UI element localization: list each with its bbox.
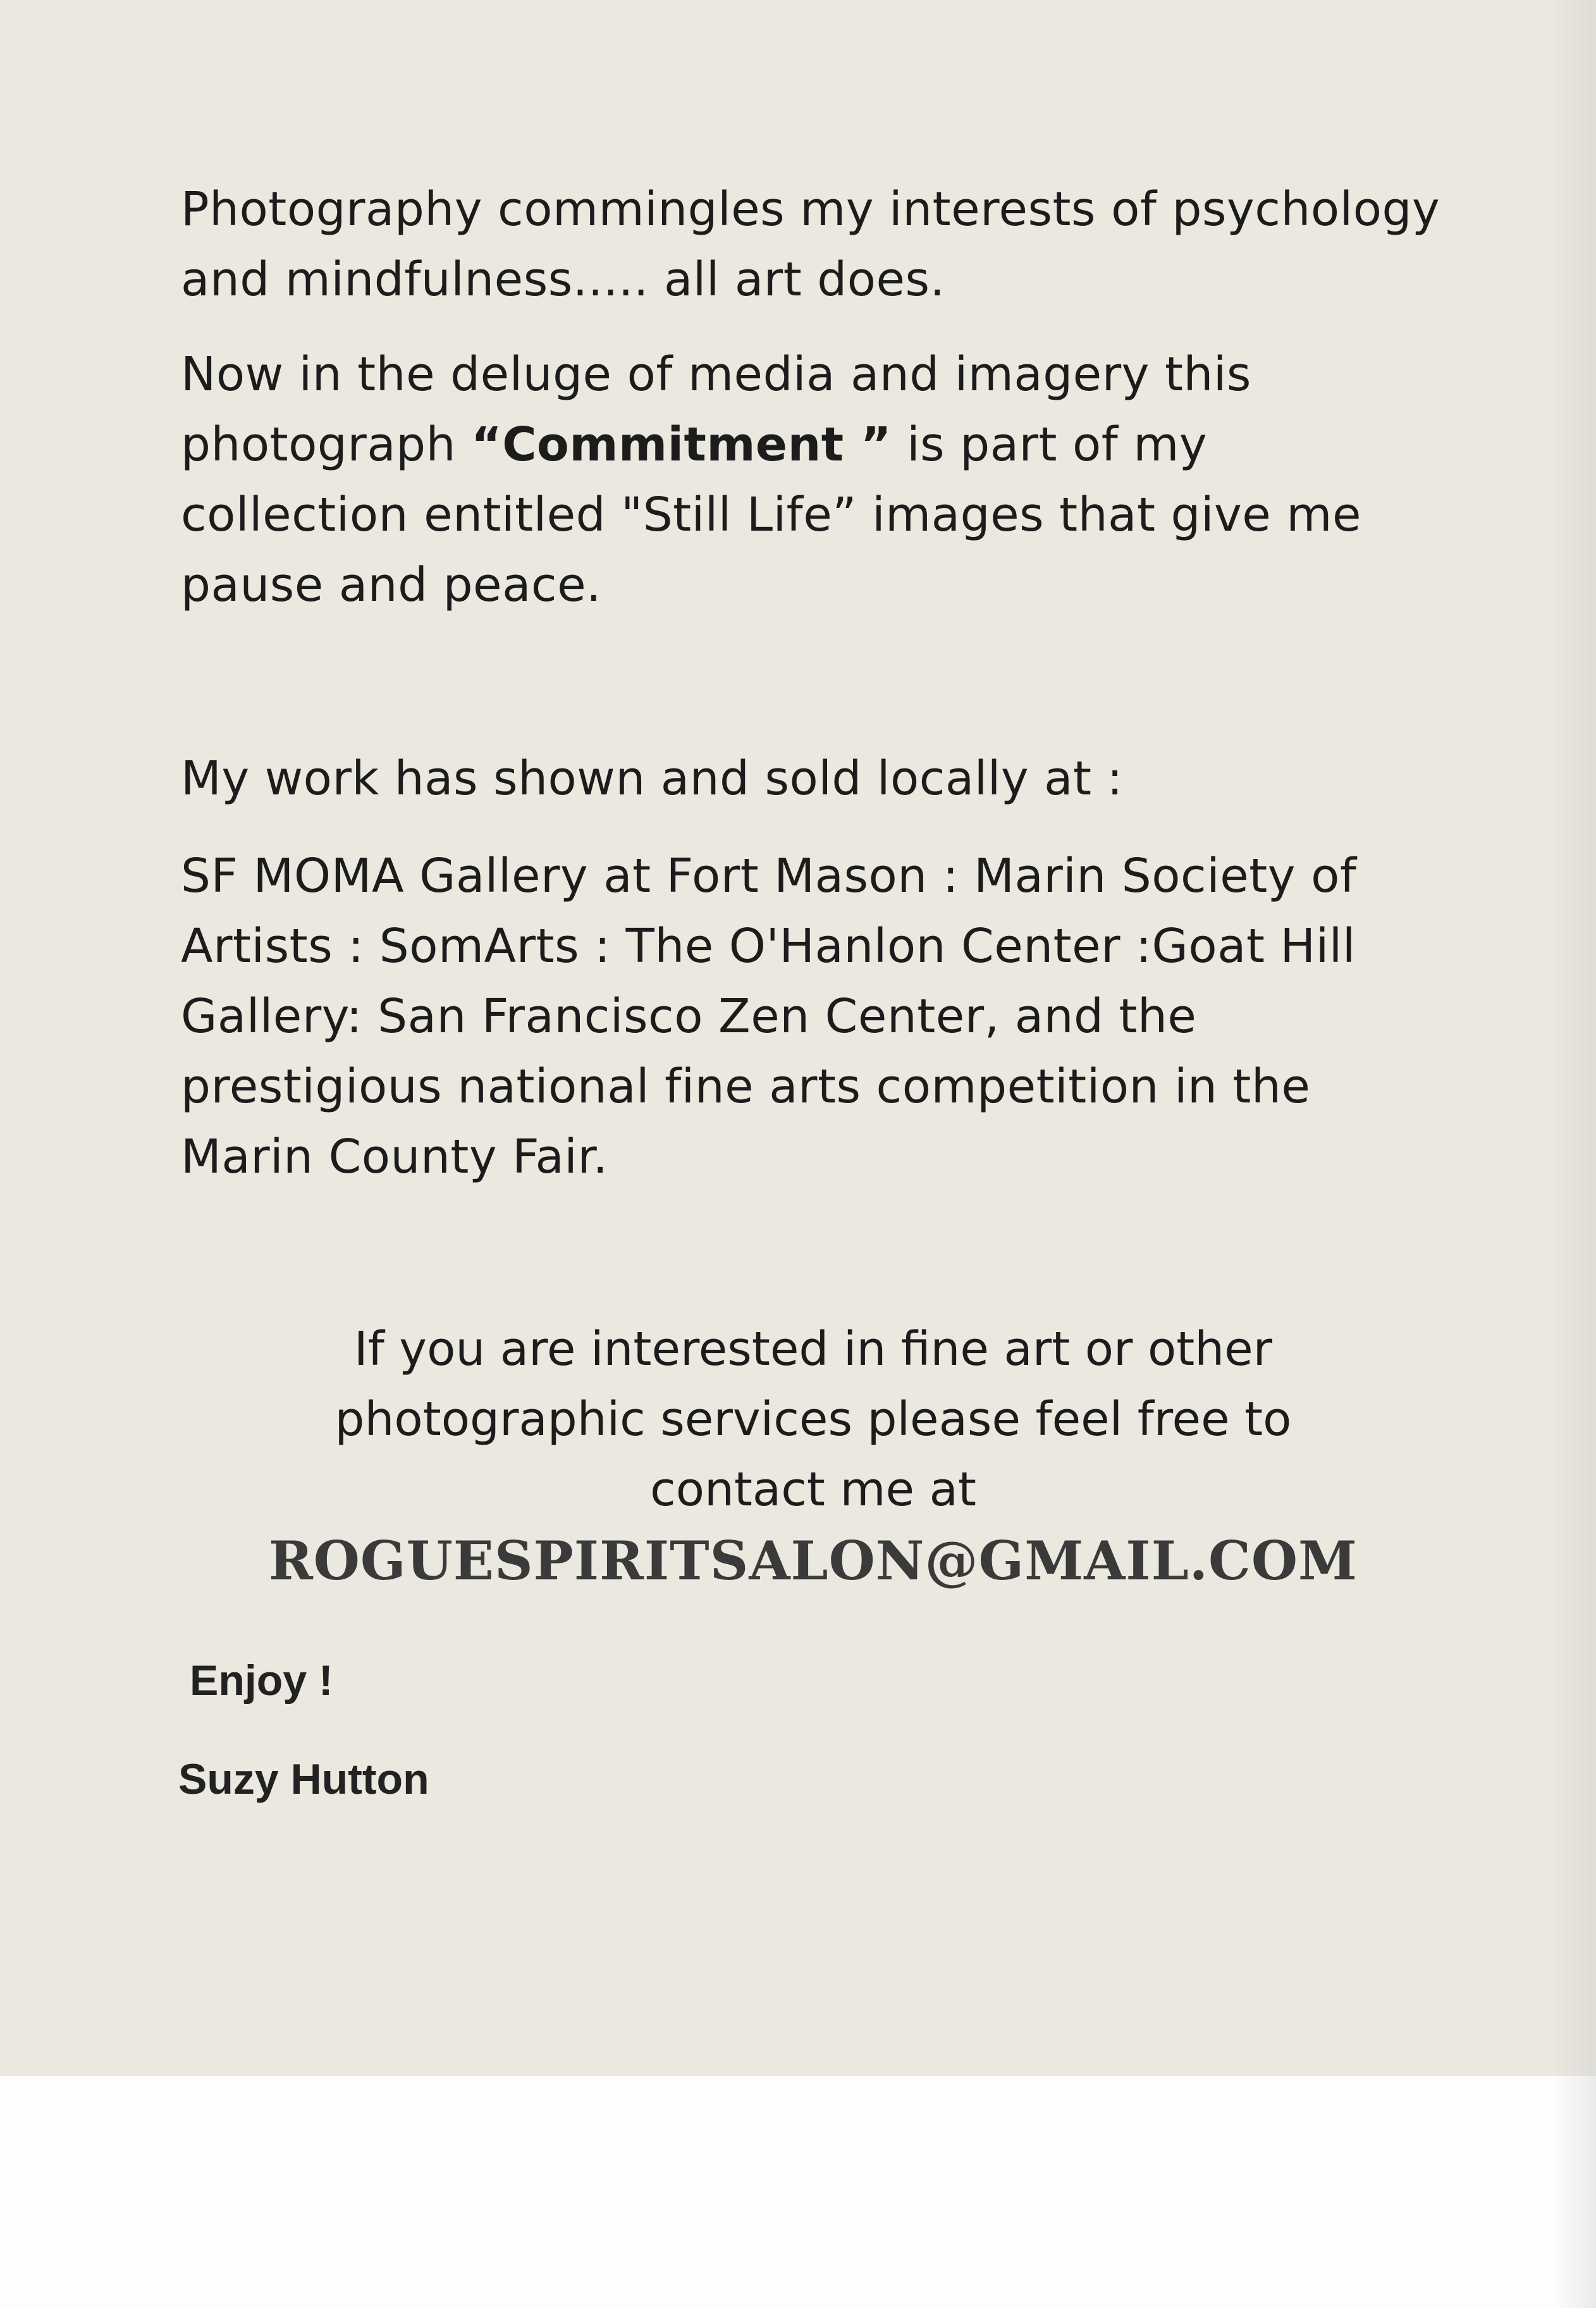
- photo-title: “Commitment ”: [471, 417, 892, 472]
- collection-text-before: Now in the deluge of media and imagery this photograph: [181, 347, 1251, 472]
- intro-paragraph: Photography commingles my interests of psychology and mindfulness..... all art does.: [181, 182, 1440, 307]
- enjoy-text: Enjoy !: [190, 1657, 333, 1705]
- contact-email: ROGUESPIRITSALON@GMAIL.COM: [268, 1529, 1358, 1592]
- exhibitions-list: SF MOMA Gallery at Fort Mason : Marin Society of Artists : SomArts : The O'Hanlon Center :Goat Hill Gallery: San Francisco Zen Center, and the prestigious national fine arts competition in the Marin County Fair.: [181, 849, 1357, 1184]
- collection-text-after: is part of my collection entitled "Still Life” images that give me pause and peace.: [181, 417, 1361, 612]
- scan-edge: [1552, 0, 1596, 2308]
- contact-text: If you are interested in fine art or other photographic services please feel free to contact me at: [335, 1322, 1292, 1517]
- exhibitions-heading: My work has shown and sold locally at :: [181, 751, 1123, 806]
- signature-name: Suzy Hutton: [178, 1755, 429, 1803]
- collection-paragraph: [181, 340, 1446, 620]
- contact-paragraph: [181, 1314, 1446, 1525]
